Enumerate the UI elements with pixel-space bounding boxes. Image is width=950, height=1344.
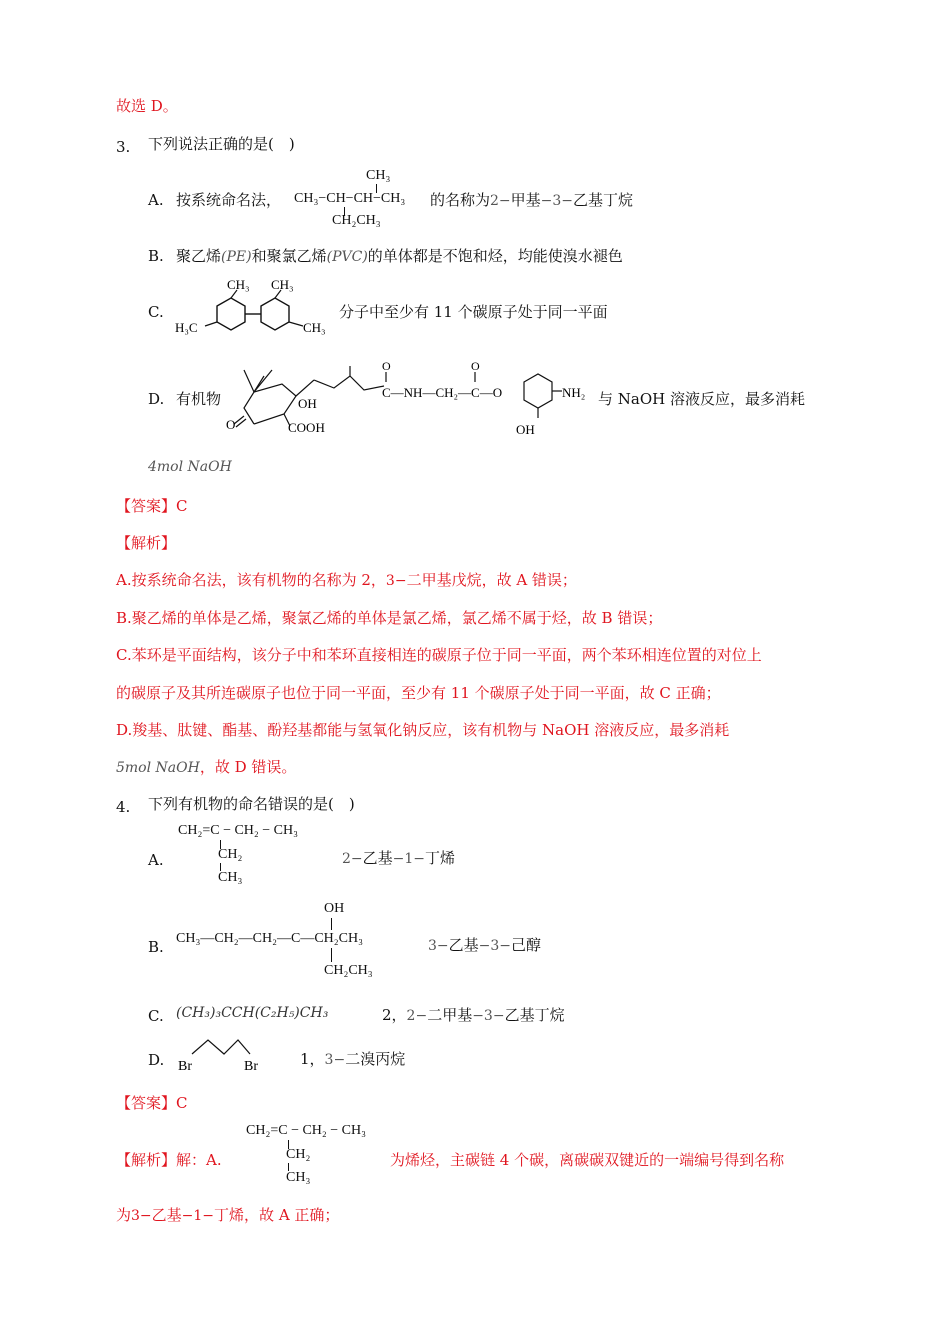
svg-text:H₃C: H₃C xyxy=(175,320,198,335)
q4-option-b-name: 3−乙基−3−己醇 xyxy=(428,936,542,954)
q4-option-c-label: C. xyxy=(148,1007,164,1025)
q4-option-b-label: B. xyxy=(148,938,164,956)
q4-option-a-name: 2−乙基−1−丁烯 xyxy=(342,849,456,867)
q4-option-d-structure xyxy=(176,1036,276,1076)
q3-option-a-prefix: 按系统命名法， xyxy=(176,191,282,209)
q4-option-d-name: 1，3−二溴丙烷 xyxy=(300,1050,406,1068)
q3-option-b-text: 聚乙烯(PE)和聚氯乙烯(PVC)的单体都是不饱和烃，均能使溴水褪色 xyxy=(176,247,623,265)
q3-explanation-b: B.聚乙烯的单体是乙烯，聚氯乙烯的单体是氯乙烯，氯乙烯不属于烃，故 B 错误； xyxy=(116,609,663,627)
q4-explanation-text1: 为烯烃，主碳链 4 个碳，离碳碳双键近的一端编号得到名称 xyxy=(390,1151,785,1169)
q3-option-a-suffix: 的名称为2−甲基−3−乙基丁烷 xyxy=(430,191,634,209)
q3-option-c-biphenyl-structure xyxy=(175,276,340,342)
q4-option-d-label: D. xyxy=(148,1051,165,1069)
svg-text:CH₃: CH₃ xyxy=(271,277,294,292)
q3-answer: 【答案】C xyxy=(116,497,188,515)
q4-option-c-formula: (CH₃)₃CCH(C₂H₅)CH₃ xyxy=(176,1005,329,1021)
q3-option-d-structure xyxy=(224,356,596,446)
svg-text:Br: Br xyxy=(178,1059,192,1074)
svg-text:C—NH—CH₂—C—O: C—NH—CH₂—C—O xyxy=(382,385,503,400)
q4-option-b-structure: OH CH₃—CH₂—CH₂—C—CH₂CH₃ CH₂CH₃ xyxy=(176,901,373,978)
q3-explanation-d1: D.羧基、肽键、酯基、酚羟基都能与氢氧化钠反应，该有机物与 NaOH 溶液反应，最多消耗 xyxy=(116,721,730,739)
svg-text:O: O xyxy=(226,417,236,432)
q3-explanation-a: A.按系统命名法，该有机物的名称为 2，3−二甲基戊烷，故 A 错误； xyxy=(116,571,577,589)
q3-option-c-text: 分子中至少有 11 个碳原子处于同一平面 xyxy=(339,303,608,321)
svg-text:CH₃: CH₃ xyxy=(303,320,326,335)
q4-explanation-structure: CH₂=C − CH₂ − CH₃ CH₂ CH₃ xyxy=(246,1123,367,1185)
q4-option-a-structure: CH₂=C − CH₂ − CH₃ CH₂ CH₃ xyxy=(178,823,299,885)
svg-text:O: O xyxy=(471,359,480,373)
q3-explanation-d2: 5mol NaOH，故 D 错误。 xyxy=(116,758,297,776)
q4-explanation-lead: 【解析】解：A. xyxy=(116,1151,222,1169)
q3-explanation-c2: 的碳原子及其所连碳原子也位于同一平面，至少有 11 个碳原子处于同一平面，故 C 正确； xyxy=(116,684,721,702)
svg-text:NH₂: NH₂ xyxy=(562,385,586,400)
svg-text:Br: Br xyxy=(244,1059,258,1074)
svg-text:CH₃: CH₃ xyxy=(227,277,250,292)
q3-number: 3. xyxy=(116,138,131,156)
previous-answer-tail: 故选 D。 xyxy=(116,97,178,115)
q3-option-d-math: 4mol NaOH xyxy=(148,459,232,475)
q3-explanation-c1: C.苯环是平面结构，该分子中和苯环直接相连的碳原子位于同一平面，两个苯环相连位置的对位上 xyxy=(116,646,762,664)
q3-option-b-label: B. xyxy=(148,247,164,265)
q3-explanation-label: 【解析】 xyxy=(116,534,177,552)
svg-text:O: O xyxy=(382,359,391,373)
q4-answer: 【答案】C xyxy=(116,1094,188,1112)
q4-stem: 下列有机物的命名错误的是( ) xyxy=(148,795,355,813)
q3-option-c-label: C. xyxy=(148,303,164,321)
q4-number: 4. xyxy=(116,798,131,816)
q4-option-c-name: 2，2−二甲基−3−乙基丁烷 xyxy=(382,1006,565,1024)
q4-explanation-text2: 为3−乙基−1−丁烯，故 A 正确； xyxy=(116,1206,340,1224)
q3-option-d-suffix: 与 NaOH 溶液反应，最多消耗 xyxy=(598,390,805,408)
q4-option-a-label: A. xyxy=(148,851,164,869)
q3-option-d-prefix: 有机物 xyxy=(176,390,222,408)
svg-text:OH: OH xyxy=(516,422,535,437)
svg-text:OH: OH xyxy=(298,396,317,411)
q3-option-a-structure: CH₃ CH₃−CH−CH−CH₃ CH₂CH₃ xyxy=(294,168,406,228)
q3-stem: 下列说法正确的是( ) xyxy=(148,135,295,153)
q3-option-a-label: A. xyxy=(148,191,164,209)
q3-option-d-label: D. xyxy=(148,390,165,408)
svg-text:COOH: COOH xyxy=(288,420,325,435)
